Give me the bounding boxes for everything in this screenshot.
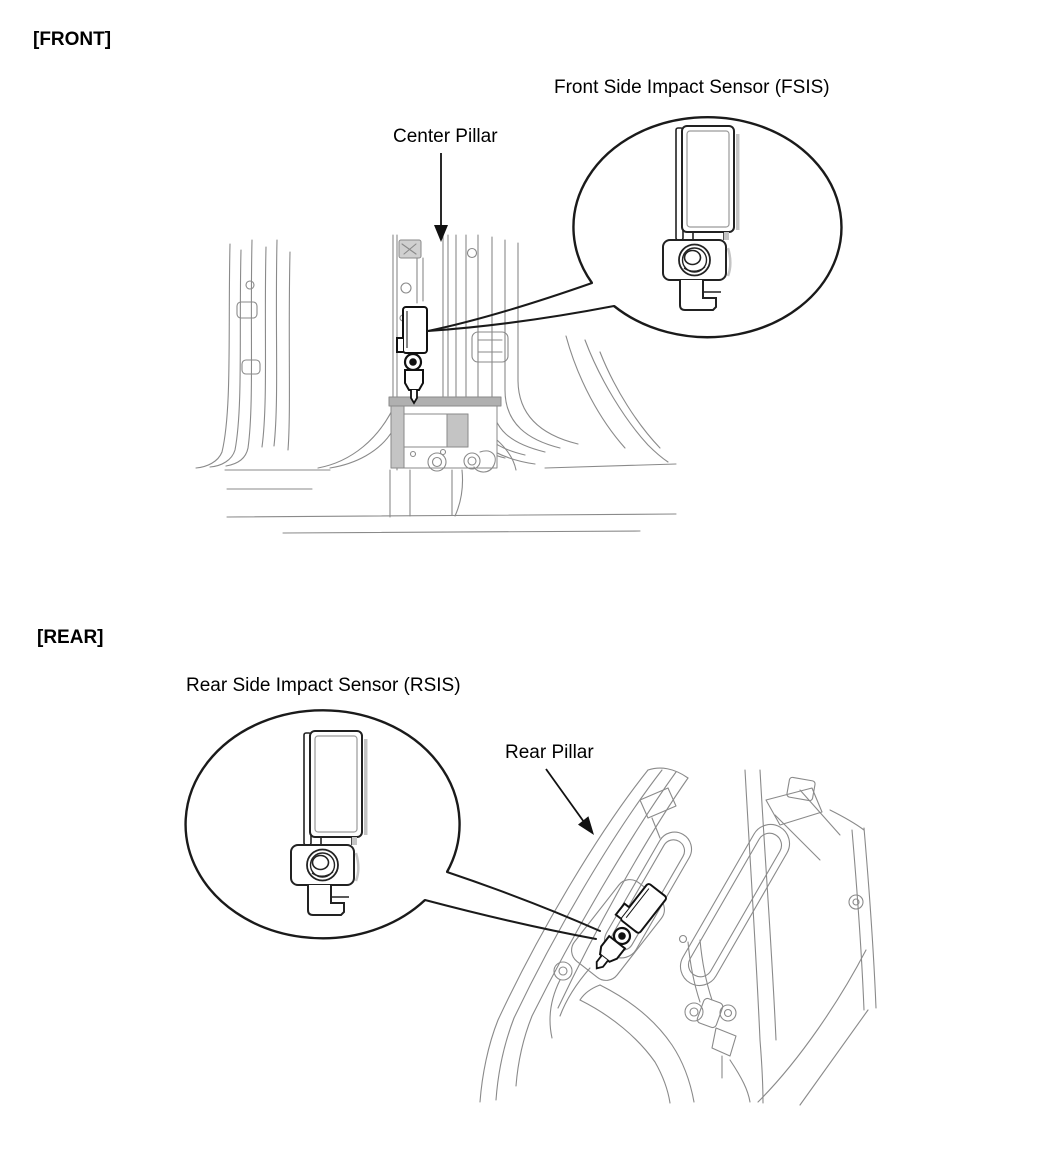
rear-pillar-arrow-icon bbox=[546, 769, 594, 835]
rear-pillar-line-art bbox=[480, 768, 876, 1105]
center-pillar-label: Center Pillar bbox=[393, 126, 498, 147]
rear-callout-bubble bbox=[186, 710, 600, 939]
front-callout-bubble bbox=[428, 117, 841, 337]
center-pillar-arrow-icon bbox=[434, 153, 448, 242]
front-sensor-marker bbox=[397, 307, 427, 403]
front-section-label: [FRONT] bbox=[33, 29, 112, 50]
fsis-callout-label: Front Side Impact Sensor (FSIS) bbox=[554, 77, 830, 98]
rear-section-label: [REAR] bbox=[37, 627, 104, 648]
rsis-callout-label: Rear Side Impact Sensor (RSIS) bbox=[186, 675, 461, 696]
rear-pillar-label: Rear Pillar bbox=[505, 742, 594, 763]
